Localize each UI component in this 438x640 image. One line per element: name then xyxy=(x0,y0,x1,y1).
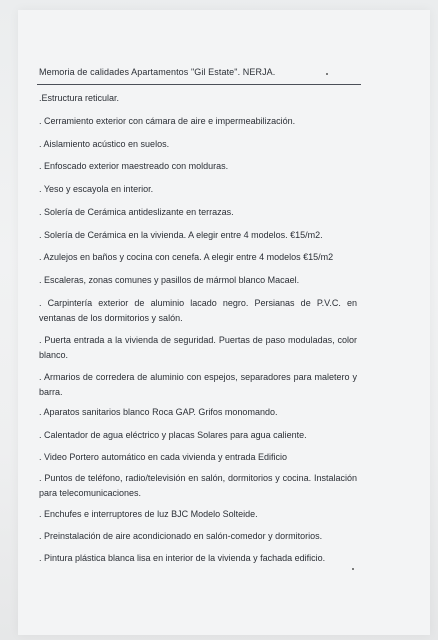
list-item: . Escaleras, zonas comunes y pasillos de mármol blanco Macael. xyxy=(39,275,300,285)
list-item: . Pintura plástica blanca lisa en interior de la vivienda y fachada edificio. xyxy=(39,553,326,563)
list-item: . Cerramiento exterior con cámara de aire e impermeabilización. xyxy=(39,116,296,126)
list-item: . Preinstalación de aire acondicionado en salón-comedor y dormitorios. xyxy=(39,531,323,541)
list-item: . Puntos de teléfono, radio/televisión en salón, dormitorios y cocina. Instalación para telecomunicaciones. xyxy=(39,473,357,498)
list-item: . Azulejos en baños y cocina con cenefa. A elegir entre 4 modelos €15/m2 xyxy=(39,252,334,262)
list-item: . Yeso y escayola en interior. xyxy=(39,184,154,194)
list-item: . Enchufes e interruptores de luz BJC Modelo Solteide. xyxy=(39,509,258,519)
list-item: .Estructura reticular. xyxy=(39,93,120,103)
list-item: . Solería de Cerámica antideslizante en terrazas. xyxy=(39,207,234,217)
list-item: . Aparatos sanitarios blanco Roca GAP. Grifos monomando. xyxy=(39,407,278,417)
list-item: . Solería de Cerámica en la vivienda. A elegir entre 4 modelos. €15/m2. xyxy=(39,230,323,240)
ink-speck xyxy=(352,568,354,570)
list-item: . Video Portero automático en cada vivienda y entrada Edificio xyxy=(39,452,287,462)
list-item: . Puerta entrada a la vivienda de seguridad. Puertas de paso moduladas, color blanco. xyxy=(39,335,357,360)
document-title: Memoria de calidades Apartamentos "Gil Estate". NERJA. xyxy=(39,67,276,77)
list-item: . Enfoscado exterior maestreado con molduras. xyxy=(39,161,229,171)
ink-speck xyxy=(326,73,328,75)
list-item: . Aislamiento acústico en suelos. xyxy=(39,139,170,149)
list-item: . Carpintería exterior de aluminio lacado negro. Persianas de P.V.C. en ventanas de los dormitorios y salón. xyxy=(39,298,357,323)
title-underline xyxy=(37,84,361,85)
list-item: . Calentador de agua eléctrico y placas Solares para agua caliente. xyxy=(39,430,307,440)
list-item: . Armarios de corredera de aluminio con espejos, separadores para maletero y barra. xyxy=(39,372,357,397)
